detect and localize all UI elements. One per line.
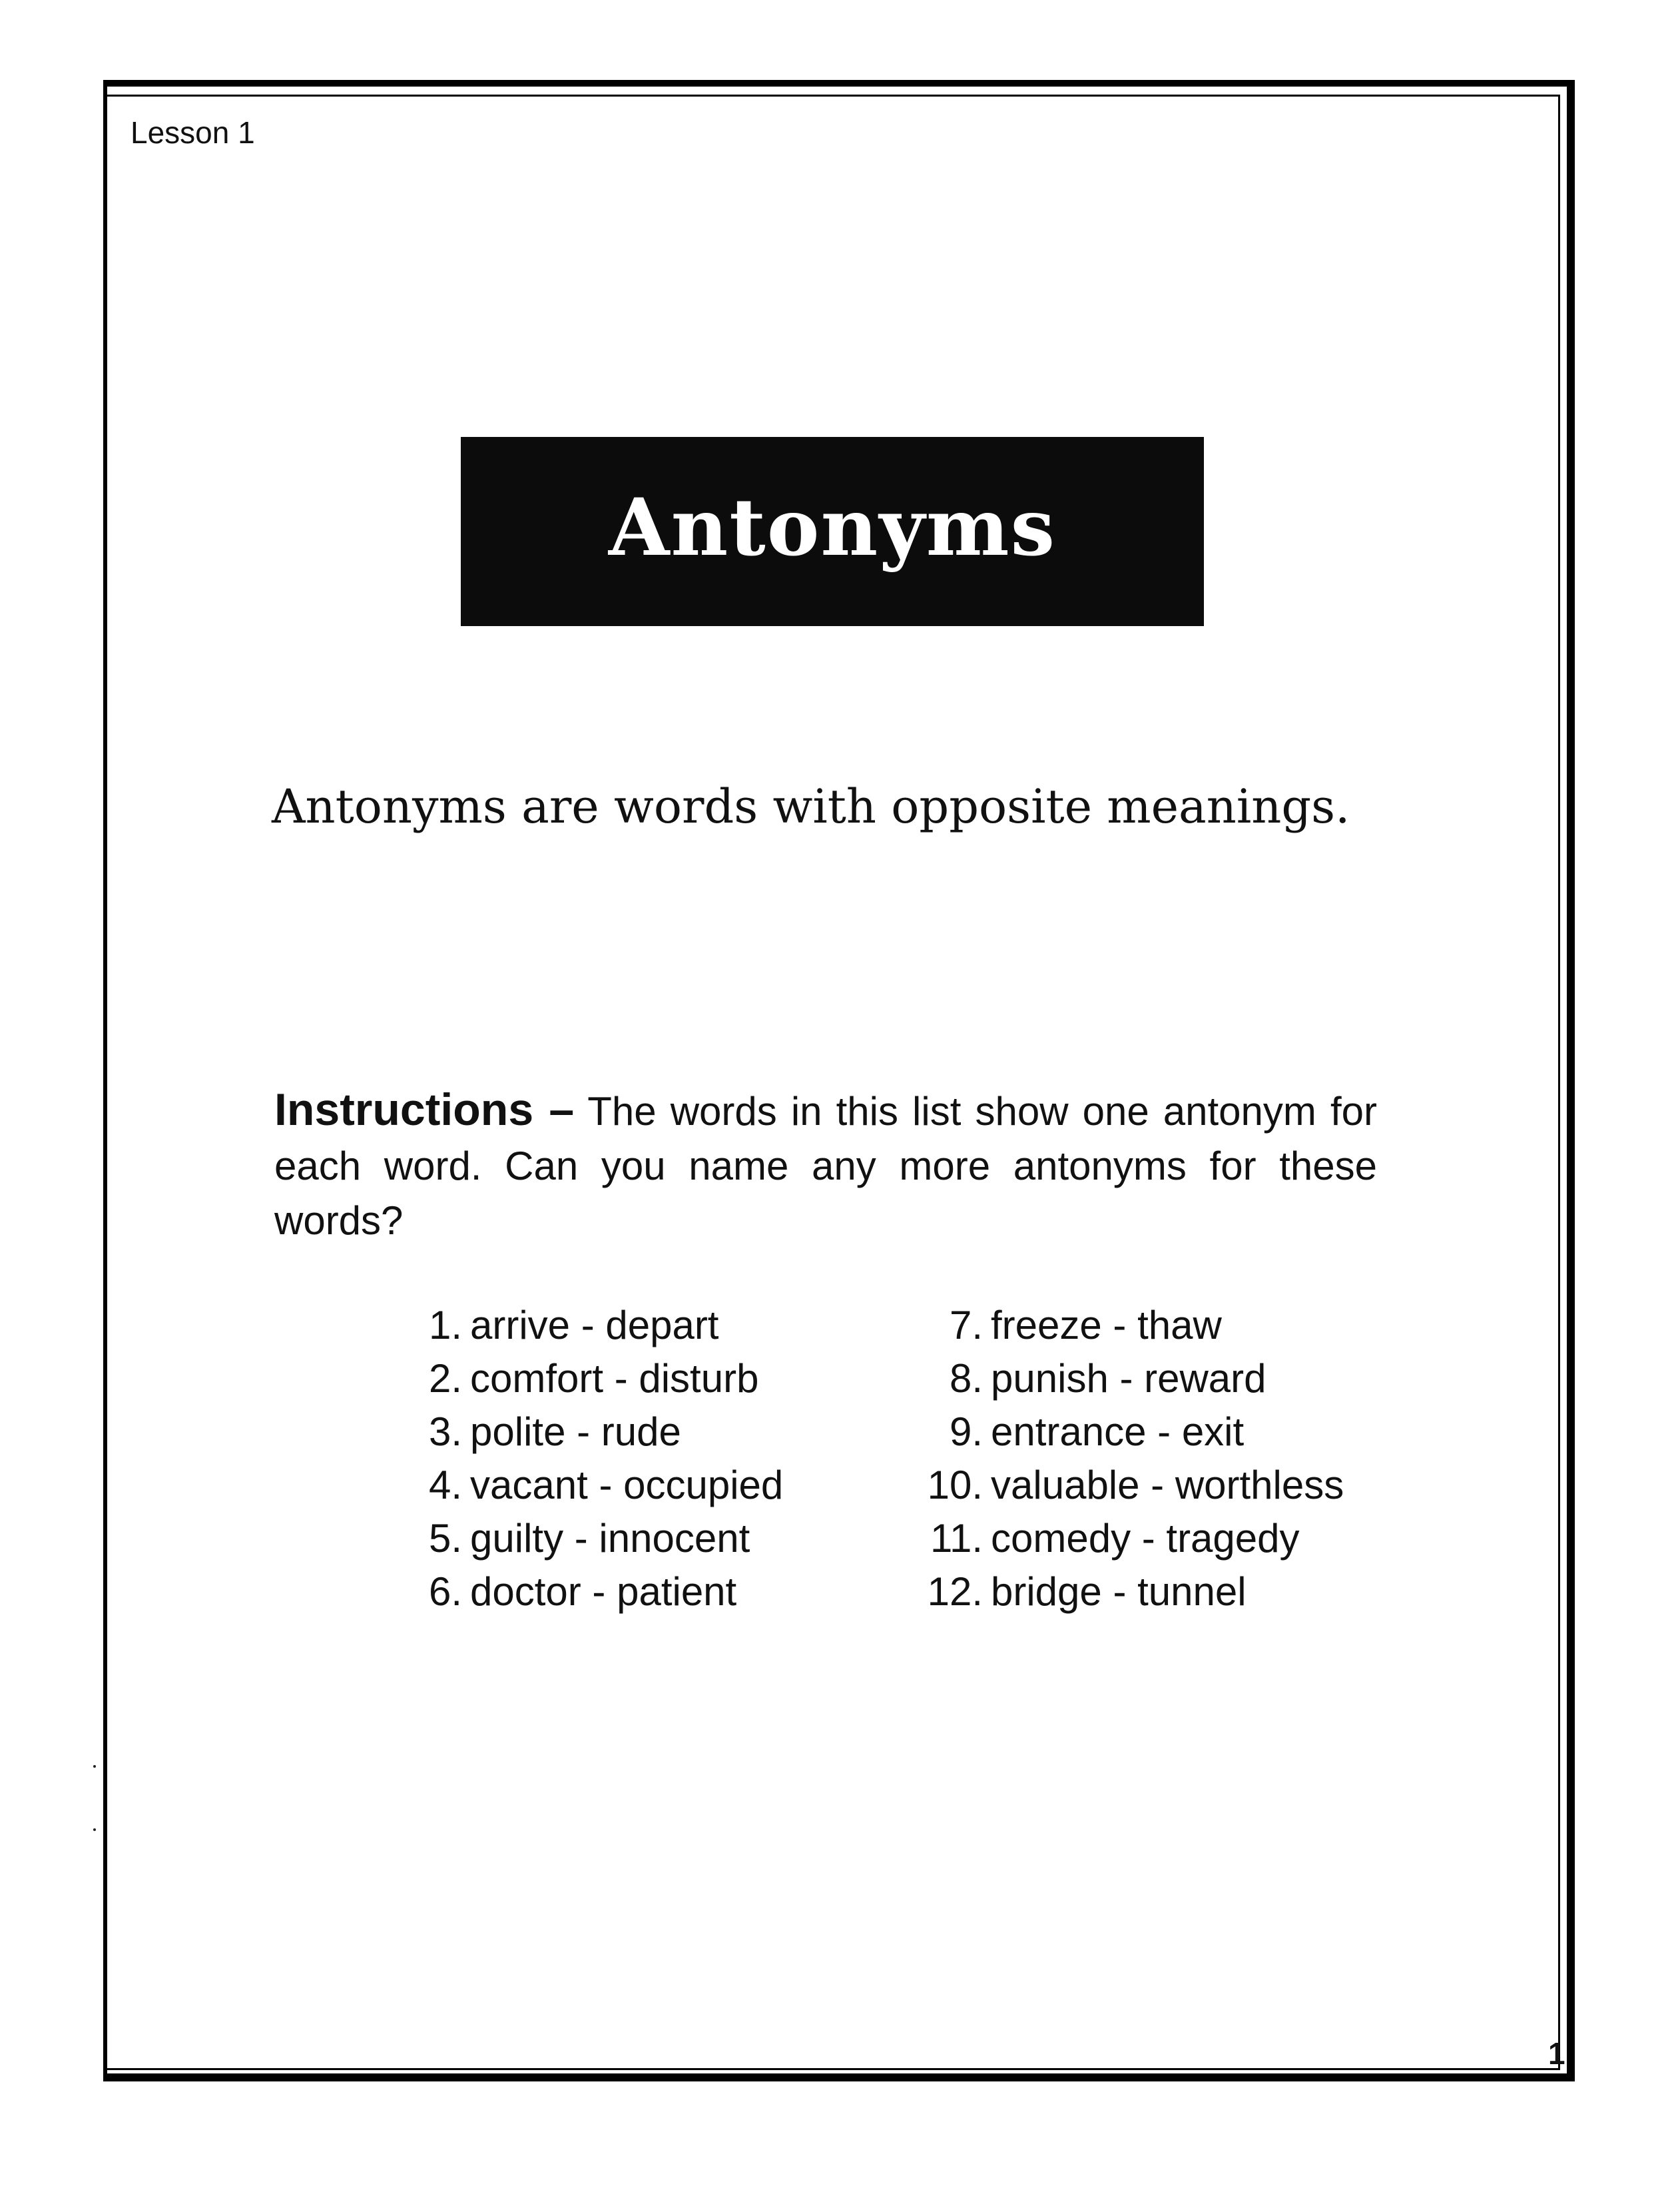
word-pair: punish - reward [991, 1356, 1266, 1401]
instructions-paragraph [274, 1082, 1377, 1248]
item-number: 7. [949, 1303, 983, 1347]
item-number: 6. [428, 1569, 462, 1614]
word-pair-list-right [926, 1299, 1344, 1619]
list-item [926, 1565, 1344, 1619]
list-item [405, 1565, 783, 1619]
word-pair: polite - rude [470, 1409, 681, 1454]
page-title: Antonyms [608, 480, 1057, 573]
word-pair: valuable - worthless [991, 1463, 1344, 1507]
instructions-lead: Instructions – [274, 1084, 575, 1135]
item-number: 4. [428, 1463, 462, 1507]
list-item [926, 1512, 1344, 1565]
word-pair: freeze - thaw [991, 1303, 1222, 1347]
definition-text: Antonyms are words with opposite meanings. [272, 779, 1350, 834]
list-item [405, 1352, 783, 1405]
item-number: 12. [927, 1569, 983, 1614]
lesson-label: Lesson 1 [131, 115, 255, 150]
word-pair: comfort - disturb [470, 1356, 759, 1401]
item-number: 10. [927, 1463, 983, 1507]
item-number: 2. [428, 1356, 462, 1401]
word-pair: entrance - exit [991, 1409, 1245, 1454]
scan-mark [93, 1828, 96, 1831]
list-item [405, 1512, 783, 1565]
item-number: 5. [428, 1516, 462, 1561]
title-banner [461, 437, 1204, 626]
list-item [405, 1459, 783, 1512]
item-number: 9. [949, 1409, 983, 1454]
list-item [926, 1299, 1344, 1352]
word-pair: vacant - occupied [470, 1463, 784, 1507]
list-item [405, 1299, 783, 1352]
word-pair: doctor - patient [470, 1569, 737, 1614]
word-pair: arrive - depart [470, 1303, 719, 1347]
list-item [926, 1459, 1344, 1512]
word-pair-list-left [405, 1299, 783, 1619]
word-pair: bridge - tunnel [991, 1569, 1247, 1614]
list-item [926, 1352, 1344, 1405]
item-number: 3. [428, 1409, 462, 1454]
instructions-body: The words in this list show one antonym for each word. Can you name any more antonyms for these words? [274, 1089, 1377, 1243]
page-number: 1 [1548, 2036, 1565, 2071]
word-pair: comedy - tragedy [991, 1516, 1300, 1561]
list-item [405, 1405, 783, 1459]
list-item [926, 1405, 1344, 1459]
item-number: 1. [428, 1303, 462, 1347]
word-pair: guilty - innocent [470, 1516, 750, 1561]
scan-mark [93, 1765, 96, 1768]
item-number: 11. [930, 1516, 983, 1561]
item-number: 8. [949, 1356, 983, 1401]
